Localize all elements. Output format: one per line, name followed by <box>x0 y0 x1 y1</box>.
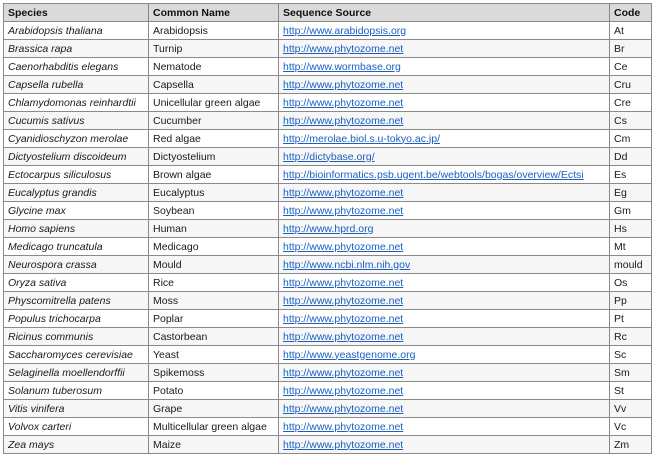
code-cell: Vv <box>610 400 652 418</box>
species-cell: Dictyostelium discoideum <box>4 148 149 166</box>
table-row <box>4 346 652 364</box>
table-row <box>4 364 652 382</box>
table-row <box>4 238 652 256</box>
column-header-common-name: Common Name <box>149 4 279 22</box>
common-name-cell: Capsella <box>149 76 279 94</box>
common-name-cell: Grape <box>149 400 279 418</box>
sequence-source-cell <box>279 346 610 364</box>
species-cell: Cyanidioschyzon merolae <box>4 130 149 148</box>
common-name-cell: Dictyostelium <box>149 148 279 166</box>
code-cell: Cru <box>610 76 652 94</box>
code-cell: Rc <box>610 328 652 346</box>
table-row <box>4 418 652 436</box>
species-table <box>3 3 652 454</box>
common-name-cell: Yeast <box>149 346 279 364</box>
species-cell: Caenorhabditis elegans <box>4 58 149 76</box>
code-cell: Os <box>610 274 652 292</box>
sequence-source-link[interactable]: http://www.phytozome.net <box>283 96 404 109</box>
sequence-source-cell <box>279 256 610 274</box>
sequence-source-link[interactable]: http://www.phytozome.net <box>283 330 404 343</box>
sequence-source-link[interactable]: http://www.phytozome.net <box>283 384 404 397</box>
code-cell: Cm <box>610 130 652 148</box>
common-name-cell: Cucumber <box>149 112 279 130</box>
code-cell: Dd <box>610 148 652 166</box>
table-row <box>4 202 652 220</box>
sequence-source-link[interactable]: http://www.yeastgenome.org <box>283 348 416 361</box>
sequence-source-cell <box>279 166 610 184</box>
code-cell: Zm <box>610 436 652 454</box>
sequence-source-cell <box>279 130 610 148</box>
code-cell: mould <box>610 256 652 274</box>
column-header-species: Species <box>4 4 149 22</box>
common-name-cell: Arabidopsis <box>149 22 279 40</box>
code-cell: Eg <box>610 184 652 202</box>
common-name-cell: Moss <box>149 292 279 310</box>
species-cell: Ricinus communis <box>4 328 149 346</box>
sequence-source-cell <box>279 400 610 418</box>
species-cell: Chlamydomonas reinhardtii <box>4 94 149 112</box>
common-name-cell: Mould <box>149 256 279 274</box>
sequence-source-cell <box>279 148 610 166</box>
sequence-source-cell <box>279 112 610 130</box>
sequence-source-cell <box>279 184 610 202</box>
header-row <box>4 4 652 22</box>
common-name-cell: Medicago <box>149 238 279 256</box>
code-cell: Cre <box>610 94 652 112</box>
common-name-cell: Poplar <box>149 310 279 328</box>
table-row <box>4 112 652 130</box>
common-name-cell: Brown algae <box>149 166 279 184</box>
sequence-source-link[interactable]: http://merolae.biol.s.u-tokyo.ac.jp/ <box>283 132 440 145</box>
sequence-source-cell <box>279 418 610 436</box>
species-cell: Populus trichocarpa <box>4 310 149 328</box>
common-name-cell: Spikemoss <box>149 364 279 382</box>
common-name-cell: Maize <box>149 436 279 454</box>
sequence-source-cell <box>279 220 610 238</box>
sequence-source-link[interactable]: http://www.phytozome.net <box>283 240 404 253</box>
sequence-source-cell <box>279 202 610 220</box>
sequence-source-cell <box>279 310 610 328</box>
table-row <box>4 400 652 418</box>
sequence-source-cell <box>279 274 610 292</box>
species-cell: Eucalyptus grandis <box>4 184 149 202</box>
sequence-source-link[interactable]: http://www.phytozome.net <box>283 186 404 199</box>
sequence-source-link[interactable]: http://www.phytozome.net <box>283 438 404 451</box>
table-row <box>4 274 652 292</box>
code-cell: Br <box>610 40 652 58</box>
sequence-source-cell <box>279 76 610 94</box>
species-cell: Homo sapiens <box>4 220 149 238</box>
code-cell: Es <box>610 166 652 184</box>
code-cell: Pp <box>610 292 652 310</box>
table-body <box>4 22 652 454</box>
table-row <box>4 58 652 76</box>
common-name-cell: Human <box>149 220 279 238</box>
code-cell: Vc <box>610 418 652 436</box>
sequence-source-link[interactable]: http://www.phytozome.net <box>283 276 404 289</box>
sequence-source-link[interactable]: http://bioinformatics.psb.ugent.be/webtools/bogas/overview/Ectsi <box>283 168 584 181</box>
species-table-container <box>3 3 651 454</box>
table-row <box>4 256 652 274</box>
sequence-source-cell <box>279 382 610 400</box>
table-row <box>4 40 652 58</box>
code-cell: Pt <box>610 310 652 328</box>
species-cell: Capsella rubella <box>4 76 149 94</box>
sequence-source-cell <box>279 22 610 40</box>
common-name-cell: Castorbean <box>149 328 279 346</box>
common-name-cell: Nematode <box>149 58 279 76</box>
column-header-code: Code <box>610 4 652 22</box>
sequence-source-link[interactable]: http://www.phytozome.net <box>283 114 404 127</box>
table-row <box>4 292 652 310</box>
sequence-source-link[interactable]: http://www.phytozome.net <box>283 420 404 433</box>
common-name-cell: Soybean <box>149 202 279 220</box>
common-name-cell: Rice <box>149 274 279 292</box>
table-row <box>4 310 652 328</box>
code-cell: Ce <box>610 58 652 76</box>
table-row <box>4 436 652 454</box>
common-name-cell: Unicellular green algae <box>149 94 279 112</box>
sequence-source-link[interactable]: http://www.phytozome.net <box>283 42 404 55</box>
species-cell: Glycine max <box>4 202 149 220</box>
species-cell: Arabidopsis thaliana <box>4 22 149 40</box>
code-cell: Gm <box>610 202 652 220</box>
sequence-source-cell <box>279 40 610 58</box>
sequence-source-link[interactable]: http://www.phytozome.net <box>283 312 404 325</box>
sequence-source-link[interactable]: http://dictybase.org/ <box>283 150 375 163</box>
sequence-source-link[interactable]: http://www.phytozome.net <box>283 366 404 379</box>
sequence-source-link[interactable]: http://www.phytozome.net <box>283 78 404 91</box>
table-row <box>4 328 652 346</box>
sequence-source-cell <box>279 364 610 382</box>
sequence-source-link[interactable]: http://www.phytozome.net <box>283 204 404 217</box>
species-cell: Vitis vinifera <box>4 400 149 418</box>
table-row <box>4 382 652 400</box>
sequence-source-cell <box>279 328 610 346</box>
sequence-source-cell <box>279 292 610 310</box>
species-cell: Ectocarpus siliculosus <box>4 166 149 184</box>
table-row <box>4 220 652 238</box>
sequence-source-link[interactable]: http://www.ncbi.nlm.nih.gov <box>283 258 411 271</box>
species-cell: Neurospora crassa <box>4 256 149 274</box>
sequence-source-cell <box>279 436 610 454</box>
sequence-source-link[interactable]: http://www.hprd.org <box>283 222 374 235</box>
sequence-source-link[interactable]: http://www.phytozome.net <box>283 402 404 415</box>
code-cell: Hs <box>610 220 652 238</box>
table-row <box>4 94 652 112</box>
species-cell: Physcomitrella patens <box>4 292 149 310</box>
table-row <box>4 76 652 94</box>
species-cell: Solanum tuberosum <box>4 382 149 400</box>
species-cell: Selaginella moellendorffii <box>4 364 149 382</box>
table-row <box>4 148 652 166</box>
code-cell: At <box>610 22 652 40</box>
species-cell: Medicago truncatula <box>4 238 149 256</box>
table-row <box>4 166 652 184</box>
common-name-cell: Red algae <box>149 130 279 148</box>
species-cell: Cucumis sativus <box>4 112 149 130</box>
sequence-source-cell <box>279 238 610 256</box>
common-name-cell: Eucalyptus <box>149 184 279 202</box>
common-name-cell: Potato <box>149 382 279 400</box>
table-row <box>4 22 652 40</box>
sequence-source-link[interactable]: http://www.phytozome.net <box>283 294 404 307</box>
species-cell: Volvox carteri <box>4 418 149 436</box>
code-cell: St <box>610 382 652 400</box>
table-row <box>4 130 652 148</box>
code-cell: Sm <box>610 364 652 382</box>
code-cell: Cs <box>610 112 652 130</box>
common-name-cell: Multicellular green algae <box>149 418 279 436</box>
code-cell: Sc <box>610 346 652 364</box>
code-cell: Mt <box>610 238 652 256</box>
species-cell: Brassica rapa <box>4 40 149 58</box>
column-header-sequence-source: Sequence Source <box>279 4 610 22</box>
species-cell: Oryza sativa <box>4 274 149 292</box>
common-name-cell: Turnip <box>149 40 279 58</box>
sequence-source-cell <box>279 94 610 112</box>
sequence-source-link[interactable]: http://www.wormbase.org <box>283 60 401 73</box>
table-row <box>4 184 652 202</box>
sequence-source-cell <box>279 58 610 76</box>
species-cell: Saccharomyces cerevisiae <box>4 346 149 364</box>
sequence-source-link[interactable]: http://www.arabidopsis.org <box>283 24 407 37</box>
table-header <box>4 4 652 22</box>
species-cell: Zea mays <box>4 436 149 454</box>
